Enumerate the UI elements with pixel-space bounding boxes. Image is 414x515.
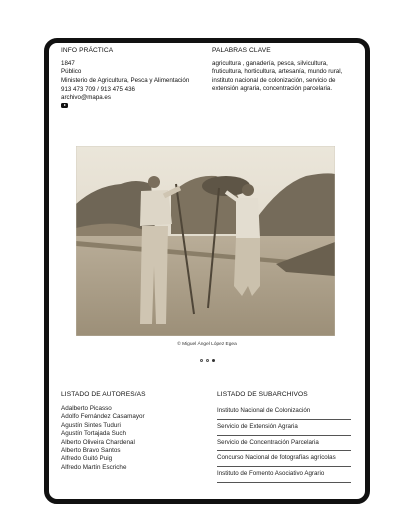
keywords-line: agricultura , ganadería, pesca, silvicultura, [212,60,328,67]
author-link[interactable]: Agustín Sintes Tuduri [61,421,121,429]
info-phone: 913 473 709 / 913 475 436 [61,86,135,93]
info-institution: Ministerio de Agricultura, Pesca y Alimentación [61,76,190,84]
tablet-frame [44,38,370,504]
author-link[interactable]: Adalberto Picasso [61,405,112,412]
gallery-photo[interactable] [76,146,335,336]
author-link[interactable]: Alberto Oliveira Chardenal [61,438,135,446]
info-ownership: Público [61,68,82,76]
contact-details [61,86,135,103]
page-content [49,43,365,499]
subarchive-link[interactable]: Servicio de Concentración Parcelaria [217,436,351,452]
authors-heading: LISTADO DE AUTORES/AS [61,391,146,398]
slide-dot[interactable] [206,359,209,362]
subarchive-link[interactable]: Servicio de Extensión Agraria [217,420,351,436]
youtube-icon[interactable] [61,103,68,108]
keywords-line: extensión agraria, concentración parcelaria. [212,85,333,93]
subarchive-link[interactable]: Instituto Nacional de Colonización [217,404,351,420]
subarchives-list [217,404,351,483]
keywords-line: instituto nacional de colonización, servicio de [212,76,336,84]
photo-caption: © Miguel Ángel López Egea [177,342,237,347]
author-link[interactable]: Alberto Bravo Santos [61,447,121,455]
author-link[interactable]: Agustín Tortajada Such [61,430,126,438]
info-details [61,60,189,85]
slide-dot[interactable] [200,359,203,362]
keywords-text [212,60,342,94]
author-link[interactable]: Alfredo Martín Escriche [61,463,127,471]
subarchive-link[interactable]: Concurso Nacional de fotografías agrícolas [217,451,351,467]
slide-dot-active[interactable] [212,359,215,362]
subarchive-link[interactable]: Instituto de Fomento Asociativo Agrario [217,467,351,483]
subarchives-heading: LISTADO DE SUBARCHIVOS [217,391,308,398]
authors-list [61,405,145,472]
keywords-heading: PALABRAS CLAVE [212,47,271,54]
info-email[interactable]: archivo@mapa.es [61,94,111,102]
gallery-pagination [49,359,365,362]
author-link[interactable]: Alfredo Guitó Puig [61,455,113,463]
info-heading: INFO PRÁCTICA [61,47,114,54]
info-year: 1847 [61,60,75,67]
keywords-line: fruticultura, horticultura, artesanía, mundo rural, [212,68,343,76]
author-link[interactable]: Adolfo Fernández Casamayor [61,413,145,421]
